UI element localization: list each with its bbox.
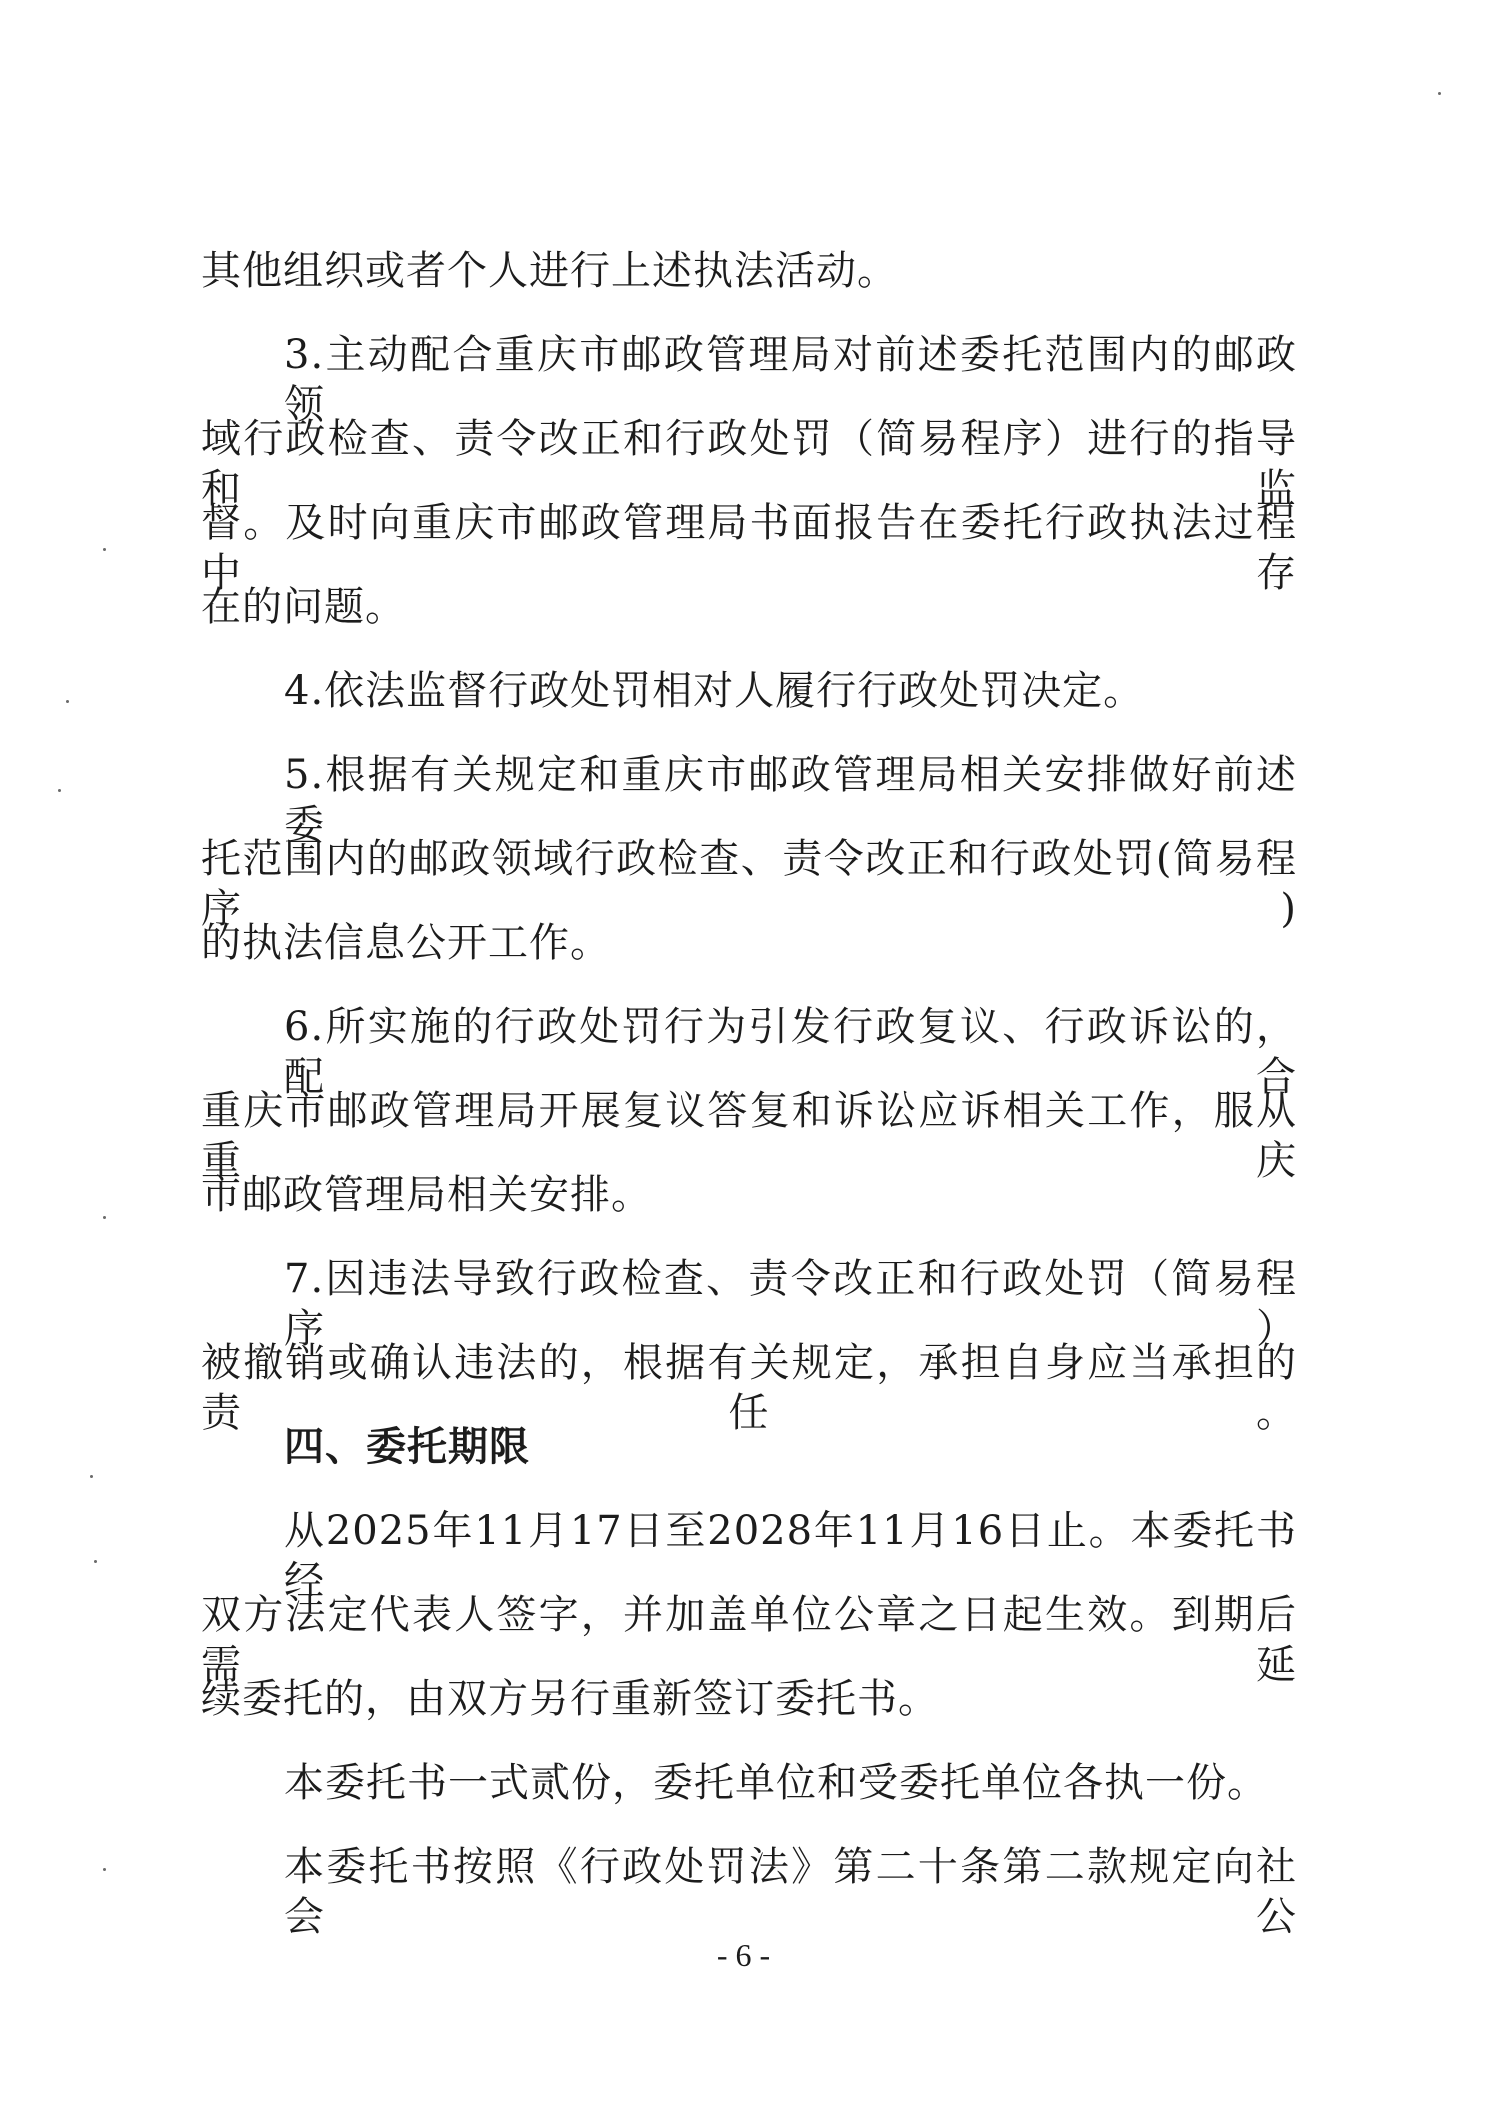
paragraph-line: 5.根据有关规定和重庆市邮政管理局相关安排做好前述委 [284, 752, 1297, 848]
scan-speck [90, 1475, 93, 1478]
paragraph-line: 6.所实施的行政处罚行为引发行政复议、行政诉讼的，配合 [284, 1004, 1297, 1100]
scan-speck [103, 1216, 106, 1219]
scan-speck [66, 700, 69, 703]
scan-speck [103, 1868, 106, 1871]
paragraph-line: 本委托书按照《行政处罚法》第二十条第二款规定向社会公 [284, 1844, 1297, 1940]
paragraph-line: 其他组织或者个人进行上述执法活动。 [201, 248, 898, 294]
scan-speck [94, 1560, 97, 1563]
paragraph-line: 3.主动配合重庆市邮政管理局对前述委托范围内的邮政领 [284, 332, 1297, 428]
section-heading: 四、委托期限 [284, 1424, 530, 1470]
paragraph-line: 从2025年11月17日至2028年11月16日止。本委托书经 [284, 1508, 1297, 1604]
paragraph-line: 市邮政管理局相关安排。 [201, 1172, 652, 1218]
paragraph-line: 7.因违法导致行政检查、责令改正和行政处罚（简易程序） [284, 1256, 1297, 1352]
paragraph-line: 双方法定代表人签字，并加盖单位公章之日起生效。到期后需延 [201, 1592, 1297, 1688]
paragraph-line: 督。及时向重庆市邮政管理局书面报告在委托行政执法过程中存 [201, 500, 1297, 596]
paragraph-line: 续委托的，由双方另行重新签订委托书。 [201, 1676, 939, 1722]
paragraph-line: 在的问题。 [201, 584, 406, 630]
scan-speck [103, 548, 106, 551]
paragraph-line: 域行政检查、责令改正和行政处罚（简易程序）进行的指导和监 [201, 416, 1297, 512]
paragraph-line: 本委托书一式贰份，委托单位和受委托单位各执一份。 [284, 1760, 1268, 1806]
paragraph-line: 的执法信息公开工作。 [201, 920, 611, 966]
page-number: - 6 - [716, 1937, 771, 1973]
scan-speck [58, 789, 61, 792]
scan-speck [1438, 92, 1441, 95]
paragraph-line: 重庆市邮政管理局开展复议答复和诉讼应诉相关工作，服从重庆 [201, 1088, 1297, 1184]
paragraph-line: 被撤销或确认违法的，根据有关规定，承担自身应当承担的责任。 [201, 1340, 1297, 1436]
paragraph-line: 托范围内的邮政领域行政检查、责令改正和行政处罚(简易程序) [201, 836, 1297, 932]
paragraph-line: 4.依法监督行政处罚相对人履行行政处罚决定。 [284, 668, 1145, 714]
